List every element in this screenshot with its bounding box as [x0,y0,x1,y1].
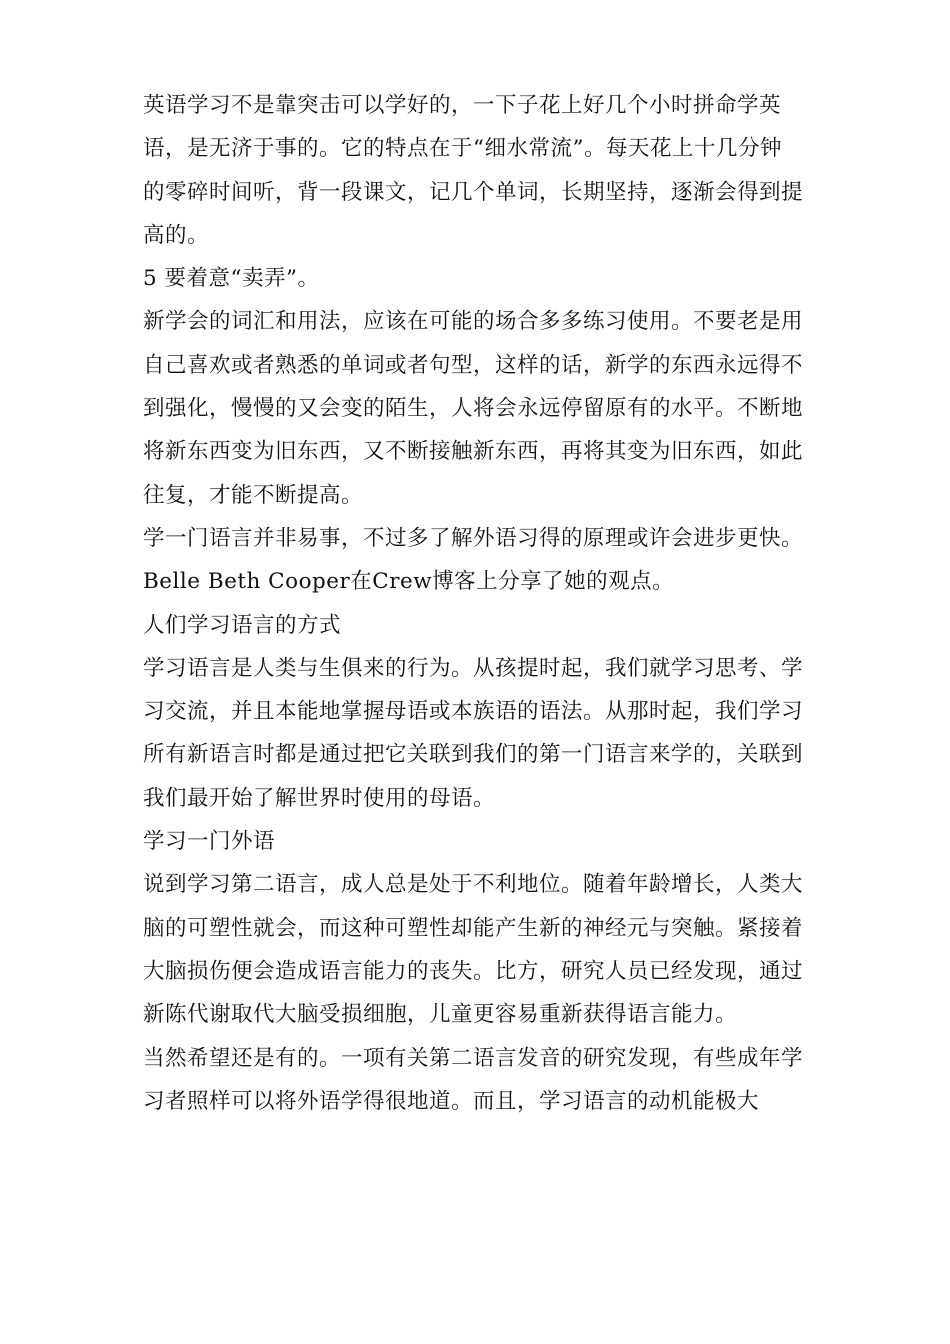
document-body [143,84,803,1123]
paragraph-adult-disadvantage: 说到学习第二语言，成人总是处于不利地位。随着年龄增长，人类大脑的可塑性就会，而这种可塑性却能产生新的神经元与突触。紧接着大脑损伤便会造成语言能力的丧失。比方，研究人员已经发现，通过新陈代谢取代大脑受损细胞，儿童更容易重新获得语言能力。 [143,872,804,1028]
paragraph-study-habit: 英语学习不是靠突击可以学好的，一下子花上好几个小时拼命学英语，是无济于事的。它的特点在于“细水常流”。每天花上十几分钟的零碎时间听，背一段课文，记几个单词，长期坚持，逐渐会得到提高的。 [143,93,804,248]
paragraph-innate-learning: 学习语言是人类与生俱来的行为。从孩提时起，我们就学习思考、学习交流，并且本能地掌握母语或本族语的语法。从那时起，我们学习所有新语言时都是通过把它关联到我们的第一门语言来学的，关联到我们最开始了解世界时使用的母语。 [143,655,804,811]
paragraph-intro-cooper: 学一门语言并非易事，不过多了解外语习得的原理或许会进步更快。Belle Beth Cooper在Crew博客上分享了她的观点。 [143,525,804,595]
paragraph-hope: 当然希望还是有的。一项有关第二语言发音的研究发现，有些成年学习者照样可以将外语学得很地道。而且，学习语言的动机能极大 [143,1045,804,1114]
heading-show-off: 5 要着意“卖弄”。 [143,266,320,292]
heading-how-people-learn: 人们学习语言的方式 [143,612,342,638]
paragraph-use-new-words: 新学会的词汇和用法，应该在可能的场合多多练习使用。不要老是用自己喜欢或者熟悉的单词或者句型，这样的话，新学的东西永远得不到强化，慢慢的又会变的陌生，人将会永远停留原有的水平。不断地将新东西变为旧东西，又不断接触新东西，再将其变为旧东西，如此往复，才能不断提高。 [143,309,804,508]
heading-learn-foreign-language: 学习一门外语 [143,829,276,855]
